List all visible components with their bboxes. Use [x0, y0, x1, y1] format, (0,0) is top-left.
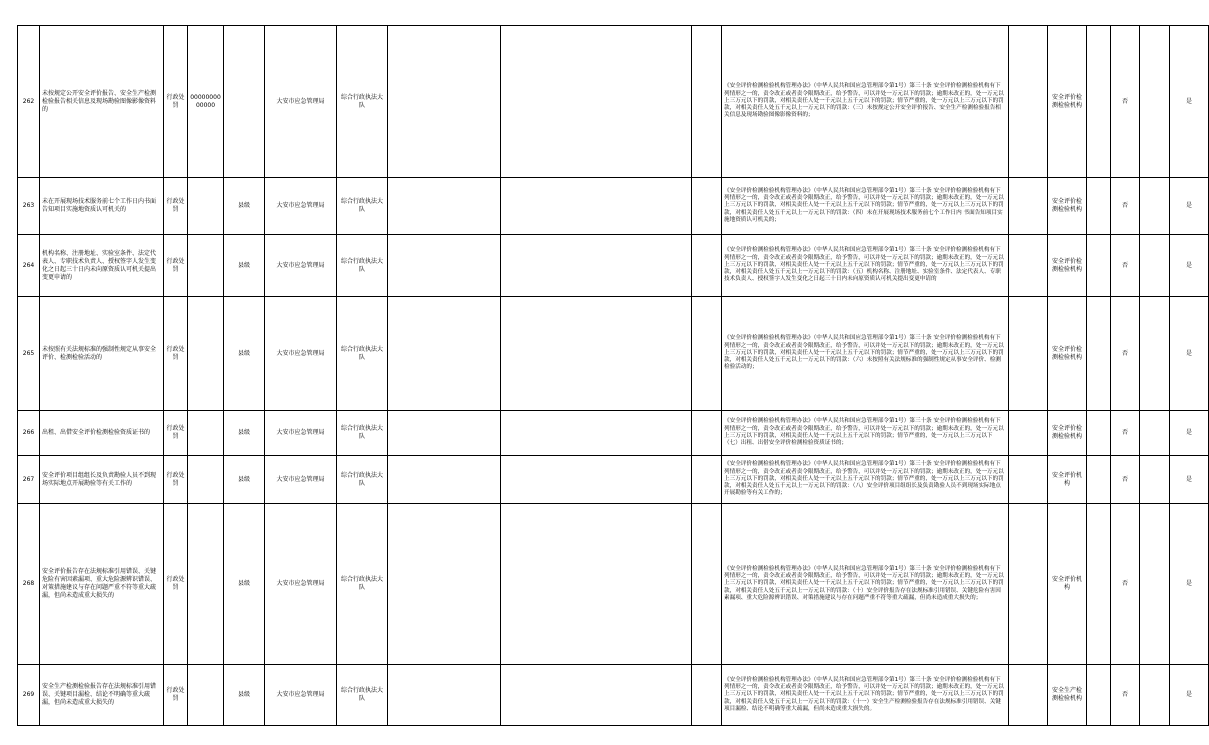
legal-basis-cell: 《安全评价检测检验机构管理办法》（中华人民共和国应急管理部令第1号）第三十条 安全评价检测检验机构有下列情形之一的，责令改正或者责令限期改正，给予警告，可以并处一万元以下的罚款；逾期未改正的，处一万元以上三万元以下的罚款，对相关责任人处一千元以上五千元以下的罚款；情节严重的，处一万元以上三万元以下的罚款，对相关责任人处五千元以上一万元以下的罚款：（十一）安全生产检测检验报告存在法规标准引用错误、关键项目漏检、结论不明确等重大疏漏，但尚未造成重大损失的。: [722, 665, 1009, 726]
flag-yes-cell: 是: [1170, 665, 1209, 726]
legal-basis-cell: 《安全评价检测检验机构管理办法》（中华人民共和国应急管理部令第1号）第三十条 安全评价检测检验机构有下列情形之一的，责令改正或者责令限期改正，给予警告，可以并处一万元以下的罚款；逾期未改正的，处一万元以上三万元以下的罚款，对相关责任人处一千元以上五千元以下的罚款；情节严重的，处一万元以上三万元以下的罚款，对相关责任人处五千元以上一万元以下的罚款：（五）机构名称、注册地址、实验室条件、法定代表人、专职技术负责人、授权签字人发生变化之日起三十日内未向原资质认可机关提出变更申请的: [722, 235, 1009, 297]
authority-level-cell: 县级: [224, 504, 265, 665]
action-type-cell: 行政处罚: [164, 178, 188, 235]
flag-yes-cell: 是: [1170, 26, 1209, 178]
empty-cell: [501, 235, 692, 297]
authority-level-cell: 县级: [224, 235, 265, 297]
empty-cell: [1140, 235, 1170, 297]
row-number-cell: 265: [18, 297, 40, 411]
enforcement-unit-cell: 综合行政执法大队: [337, 297, 388, 411]
target-subject-cell: 安全评价检测检验机构: [1048, 26, 1087, 178]
empty-cell: [501, 411, 692, 456]
enforcement-unit-cell: 综合行政执法大队: [337, 411, 388, 456]
violation-description-cell: 未按照有关法规标准的强制性规定从事安全评价、检测检验活动的: [40, 297, 164, 411]
empty-cell: [388, 665, 501, 726]
department-cell: 大安市应急管理局: [265, 178, 337, 235]
table-row: [18, 297, 1209, 411]
flag-no-cell: 否: [1111, 504, 1140, 665]
table-row: [18, 504, 1209, 665]
action-type-cell: 行政处罚: [164, 504, 188, 665]
empty-cell: [501, 665, 692, 726]
empty-cell: [388, 235, 501, 297]
item-code-cell: [188, 456, 224, 504]
row-number-cell: 262: [18, 26, 40, 178]
table-row: [18, 665, 1209, 726]
action-type-cell: 行政处罚: [164, 26, 188, 178]
target-subject-cell: 安全评价检测检验机构: [1048, 411, 1087, 456]
flag-yes-cell: 是: [1170, 297, 1209, 411]
empty-cell: [501, 456, 692, 504]
empty-cell: [388, 411, 501, 456]
legal-basis-cell: 《安全评价检测检验机构管理办法》（中华人民共和国应急管理部令第1号）第三十条 安全评价检测检验机构有下列情形之一的，责令改正或者责令限期改正，给予警告，可以并处一万元以下的罚款；逾期未改正的，处一万元以上三万元以下的罚款，对相关责任人处一千元以上五千元以下的罚款；情节严重的，处一万元以上三万元以下的罚款，对相关责任人处五千元以上一万元以下的罚款：（三）未按规定公开安全评价报告、安全生产检测检验报告相关信息及现场勘验图像影像资料的；: [722, 26, 1009, 178]
empty-cell: [1140, 456, 1170, 504]
flag-no-cell: 否: [1111, 665, 1140, 726]
empty-cell: [1140, 178, 1170, 235]
action-type-cell: 行政处罚: [164, 665, 188, 726]
legal-basis-cell: 《安全评价检测检验机构管理办法》（中华人民共和国应急管理部令第1号）第三十条 安全评价检测检验机构有下列情形之一的，责令改正或者责令限期改正，给予警告，可以并处一万元以下的罚款；逾期未改正的，处一万元以上三万元以下的罚款，对相关责任人处一千元以上五千元以下的罚款；情节严重的，处一万元以上三万元以下的罚款，对相关责任人处五千元以上一万元以下的罚款：（八）安全评价项目组组长及负责勘验人员不到现场实际地点开展勘验等有关工作的；: [722, 456, 1009, 504]
violation-description-cell: 未在开展现场技术服务前七个工作日内书面告知项目实施地资质认可机关的: [40, 178, 164, 235]
empty-cell: [692, 411, 722, 456]
row-number-cell: 267: [18, 456, 40, 504]
empty-cell: [692, 504, 722, 665]
department-cell: 大安市应急管理局: [265, 411, 337, 456]
flag-yes-cell: 是: [1170, 235, 1209, 297]
target-subject-cell: 安全生产检测检验机构: [1048, 665, 1087, 726]
target-subject-cell: 安全评价检测检验机构: [1048, 178, 1087, 235]
legal-basis-cell: 《安全评价检测检验机构管理办法》（中华人民共和国应急管理部令第1号）第三十条 安全评价检测检验机构有下列情形之一的，责令改正或者责令限期改正，给予警告，可以并处一万元以下的罚款；逾期未改正的，处一万元以上三万元以下的罚款，对相关责任人处一千元以上五千元以下的罚款；情节严重的，处一万元以上三万元以下（七）出租、出借安全评价检测检验资质证书的；: [722, 411, 1009, 456]
row-number-cell: 268: [18, 504, 40, 665]
empty-cell: [388, 504, 501, 665]
empty-cell: [1140, 504, 1170, 665]
item-code-cell: [188, 411, 224, 456]
item-code-cell: 0000000000000: [188, 26, 224, 178]
empty-cell: [388, 297, 501, 411]
penalty-items-table: [17, 25, 1209, 726]
table-row: [18, 456, 1209, 504]
target-subject-cell: 安全评价检测检验机构: [1048, 235, 1087, 297]
empty-cell: [1087, 504, 1111, 665]
department-cell: 大安市应急管理局: [265, 665, 337, 726]
empty-cell: [1009, 178, 1048, 235]
flag-yes-cell: 是: [1170, 178, 1209, 235]
item-code-cell: [188, 235, 224, 297]
violation-description-cell: 安全评价项目组组长及负责勘验人员不到现场实际地点开展勘验等有关工作的: [40, 456, 164, 504]
empty-cell: [388, 456, 501, 504]
authority-level-cell: 县级: [224, 297, 265, 411]
empty-cell: [1087, 178, 1111, 235]
enforcement-unit-cell: 综合行政执法大队: [337, 178, 388, 235]
authority-level-cell: 县级: [224, 665, 265, 726]
legal-basis-cell: 《安全评价检测检验机构管理办法》（中华人民共和国应急管理部令第1号）第三十条 安全评价检测检验机构有下列情形之一的，责令改正或者责令限期改正，给予警告，可以并处一万元以下的罚款；逾期未改正的，处一万元以上三万元以下的罚款，对相关责任人处一千元以上五千元以下的罚款；情节严重的，处一万元以上三万元以下的罚款，对相关责任人处五千元以上一万元以下的罚款：（六）未按照有关法规标准的强制性规定从事安全评价、检测检验活动的；: [722, 297, 1009, 411]
target-subject-cell: 安全评价机构: [1048, 456, 1087, 504]
department-cell: 大安市应急管理局: [265, 297, 337, 411]
department-cell: 大安市应急管理局: [265, 235, 337, 297]
empty-cell: [501, 297, 692, 411]
flag-no-cell: 否: [1111, 297, 1140, 411]
enforcement-unit-cell: 综合行政执法大队: [337, 665, 388, 726]
empty-cell: [1087, 665, 1111, 726]
flag-no-cell: 否: [1111, 178, 1140, 235]
empty-cell: [692, 665, 722, 726]
empty-cell: [1087, 235, 1111, 297]
table-row: [18, 411, 1209, 456]
legal-basis-cell: 《安全评价检测检验机构管理办法》（中华人民共和国应急管理部令第1号）第三十条 安全评价检测检验机构有下列情形之一的，责令改正或者责令限期改正，给予警告，可以并处一万元以下的罚款；逾期未改正的，处一万元以上三万元以下的罚款，对相关责任人处一千元以上五千元以下的罚款；情节严重的，处一万元以上三万元以下的罚款，对相关责任人处五千元以上一万元以下的罚款：（十）安全评价报告存在法规标准引用错误、关键危险有害因素漏项、重大危险源辨识错误、对策措施建议与存在问题严重不符等重大疏漏，但尚未造成重大损失的；: [722, 504, 1009, 665]
empty-cell: [388, 26, 501, 178]
violation-description-cell: 安全生产检测检验报告存在法规标准引用错误、关键项目漏检、结论不明确等重大疏漏，但尚未造成重大损失的: [40, 665, 164, 726]
action-type-cell: 行政处罚: [164, 456, 188, 504]
legal-basis-cell: 《安全评价检测检验机构管理办法》（中华人民共和国应急管理部令第1号）第三十条 安全评价检测检验机构有下列情形之一的，责令改正或者责令限期改正，给予警告，可以并处一万元以下的罚款；逾期未改正的，处一万元以上三万元以下的罚款，对相关责任人处一千元以上五千元以下的罚款；情节严重的，处一万元以上三万元以下的罚款，对相关责任人处五千元以上一万元以下的罚款：（四）未在开展现场技术服务前七个工作日内 书面告知项目实施地资质认可机关的；: [722, 178, 1009, 235]
violation-description-cell: 未按规定公开安全评价报告、安全生产检测检验报告相关信息及现场勘验图像影像资料的: [40, 26, 164, 178]
authority-level-cell: 县级: [224, 178, 265, 235]
empty-cell: [1009, 26, 1048, 178]
target-subject-cell: 安全评价检测检验机构: [1048, 297, 1087, 411]
empty-cell: [501, 26, 692, 178]
empty-cell: [1009, 235, 1048, 297]
empty-cell: [1087, 411, 1111, 456]
authority-level-cell: 县级: [224, 456, 265, 504]
table-row: [18, 235, 1209, 297]
empty-cell: [1087, 297, 1111, 411]
item-code-cell: [188, 297, 224, 411]
empty-cell: [1140, 297, 1170, 411]
item-code-cell: [188, 665, 224, 726]
action-type-cell: 行政处罚: [164, 411, 188, 456]
department-cell: 大安市应急管理局: [265, 26, 337, 178]
flag-no-cell: 否: [1111, 456, 1140, 504]
empty-cell: [1087, 456, 1111, 504]
empty-cell: [388, 178, 501, 235]
item-code-cell: [188, 504, 224, 665]
target-subject-cell: 安全评价机构: [1048, 504, 1087, 665]
empty-cell: [1140, 26, 1170, 178]
enforcement-unit-cell: 综合行政执法大队: [337, 235, 388, 297]
action-type-cell: 行政处罚: [164, 235, 188, 297]
empty-cell: [1140, 411, 1170, 456]
violation-description-cell: 机构名称、注册地址、实验室条件、法定代表人、专职技术负责人、授权签字人发生变化之日起三十日内未向原资质认可机关提出变更申请的: [40, 235, 164, 297]
empty-cell: [1087, 26, 1111, 178]
empty-cell: [501, 178, 692, 235]
empty-cell: [692, 297, 722, 411]
empty-cell: [501, 504, 692, 665]
row-number-cell: 264: [18, 235, 40, 297]
enforcement-unit-cell: 综合行政执法大队: [337, 456, 388, 504]
empty-cell: [692, 456, 722, 504]
flag-no-cell: 否: [1111, 411, 1140, 456]
department-cell: 大安市应急管理局: [265, 504, 337, 665]
table-row: [18, 26, 1209, 178]
flag-no-cell: 否: [1111, 235, 1140, 297]
violation-description-cell: 安全评价报告存在法规标准引用错误、关键危险有害因素漏项、重大危险源辨识错误、对策措施建议与存在问题严重不符等重大疏漏，但尚未造成重大损失的: [40, 504, 164, 665]
flag-yes-cell: 是: [1170, 456, 1209, 504]
empty-cell: [692, 235, 722, 297]
authority-level-cell: [224, 26, 265, 178]
violation-description-cell: 出租、出借安全评价检测检验资质证书的: [40, 411, 164, 456]
item-code-cell: [188, 178, 224, 235]
empty-cell: [692, 26, 722, 178]
department-cell: 大安市应急管理局: [265, 456, 337, 504]
empty-cell: [1009, 297, 1048, 411]
action-type-cell: 行政处罚: [164, 297, 188, 411]
empty-cell: [1009, 504, 1048, 665]
flag-yes-cell: 是: [1170, 411, 1209, 456]
empty-cell: [1009, 411, 1048, 456]
row-number-cell: 263: [18, 178, 40, 235]
empty-cell: [692, 178, 722, 235]
row-number-cell: 269: [18, 665, 40, 726]
enforcement-unit-cell: 综合行政执法大队: [337, 504, 388, 665]
enforcement-unit-cell: 综合行政执法大队: [337, 26, 388, 178]
row-number-cell: 266: [18, 411, 40, 456]
empty-cell: [1009, 456, 1048, 504]
table-row: [18, 178, 1209, 235]
empty-cell: [1140, 665, 1170, 726]
flag-yes-cell: 是: [1170, 504, 1209, 665]
empty-cell: [1009, 665, 1048, 726]
authority-level-cell: 县级: [224, 411, 265, 456]
flag-no-cell: 否: [1111, 26, 1140, 178]
